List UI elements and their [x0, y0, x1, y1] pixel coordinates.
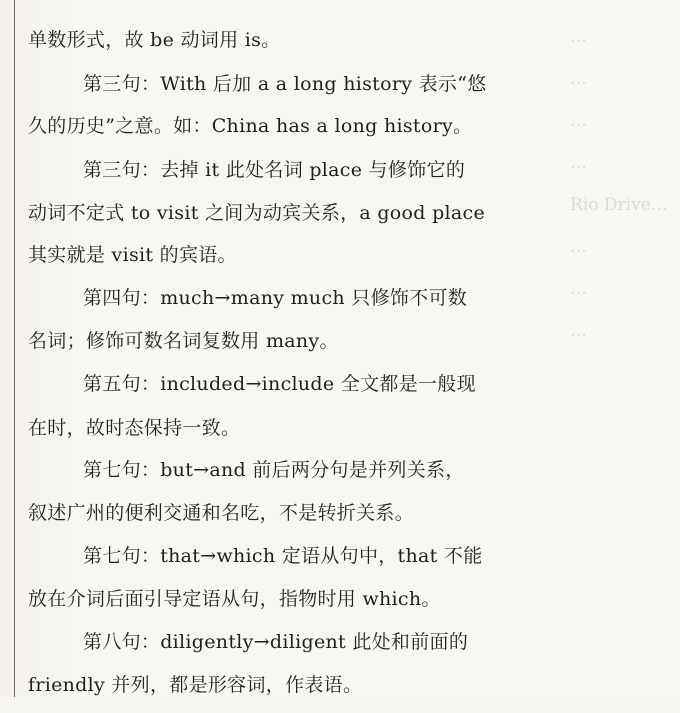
line-11: 第七句：but→and 前后两分句是并列关系， — [83, 459, 465, 481]
line-16: friendly 并列，都是形容词，作表语。 — [28, 674, 363, 696]
bleed-line: … — [570, 237, 587, 257]
bleed-line: … — [570, 279, 587, 299]
bleed-line: Rio Drive… — [570, 195, 668, 215]
explanation-text-block — [28, 0, 588, 697]
line-12: 叙述广州的便利交通和名吃，不是转折关系。 — [28, 502, 415, 524]
bleed-line: … — [570, 27, 587, 47]
line-1: 单数形式，故 be 动词用 is。 — [28, 29, 281, 51]
line-9: 第五句：included→include 全文都是一般现 — [83, 373, 476, 395]
left-margin-rule — [14, 0, 15, 697]
line-14: 放在介词后面引导定语从句，指物时用 which。 — [28, 588, 441, 610]
bleed-line: … — [570, 69, 587, 89]
bleed-line: … — [570, 111, 587, 131]
line-8: 名词；修饰可数名词复数用 many。 — [28, 330, 339, 352]
line-13: 第七句：that→which 定语从句中，that 不能 — [83, 545, 483, 567]
line-15: 第八句：diligently→diligent 此处和前面的 — [83, 631, 469, 653]
line-5: 动词不定式 to visit 之间为动宾关系，a good place — [28, 202, 486, 224]
bleed-line: … — [570, 153, 587, 173]
line-7: 第四句：much→many much 只修饰不可数 — [83, 287, 468, 309]
line-2: 第三句：With 后加 a a long history 表示“悠 — [83, 73, 487, 95]
bleed-line: … — [570, 321, 587, 341]
line-3: 久的历史”之意。如：China has a long history。 — [28, 115, 473, 137]
line-6: 其实就是 visit 的宾语。 — [28, 244, 237, 266]
line-10: 在时，故时态保持一致。 — [28, 417, 241, 439]
line-4: 第三句：去掉 it 此处名词 place 与修饰它的 — [83, 159, 466, 181]
